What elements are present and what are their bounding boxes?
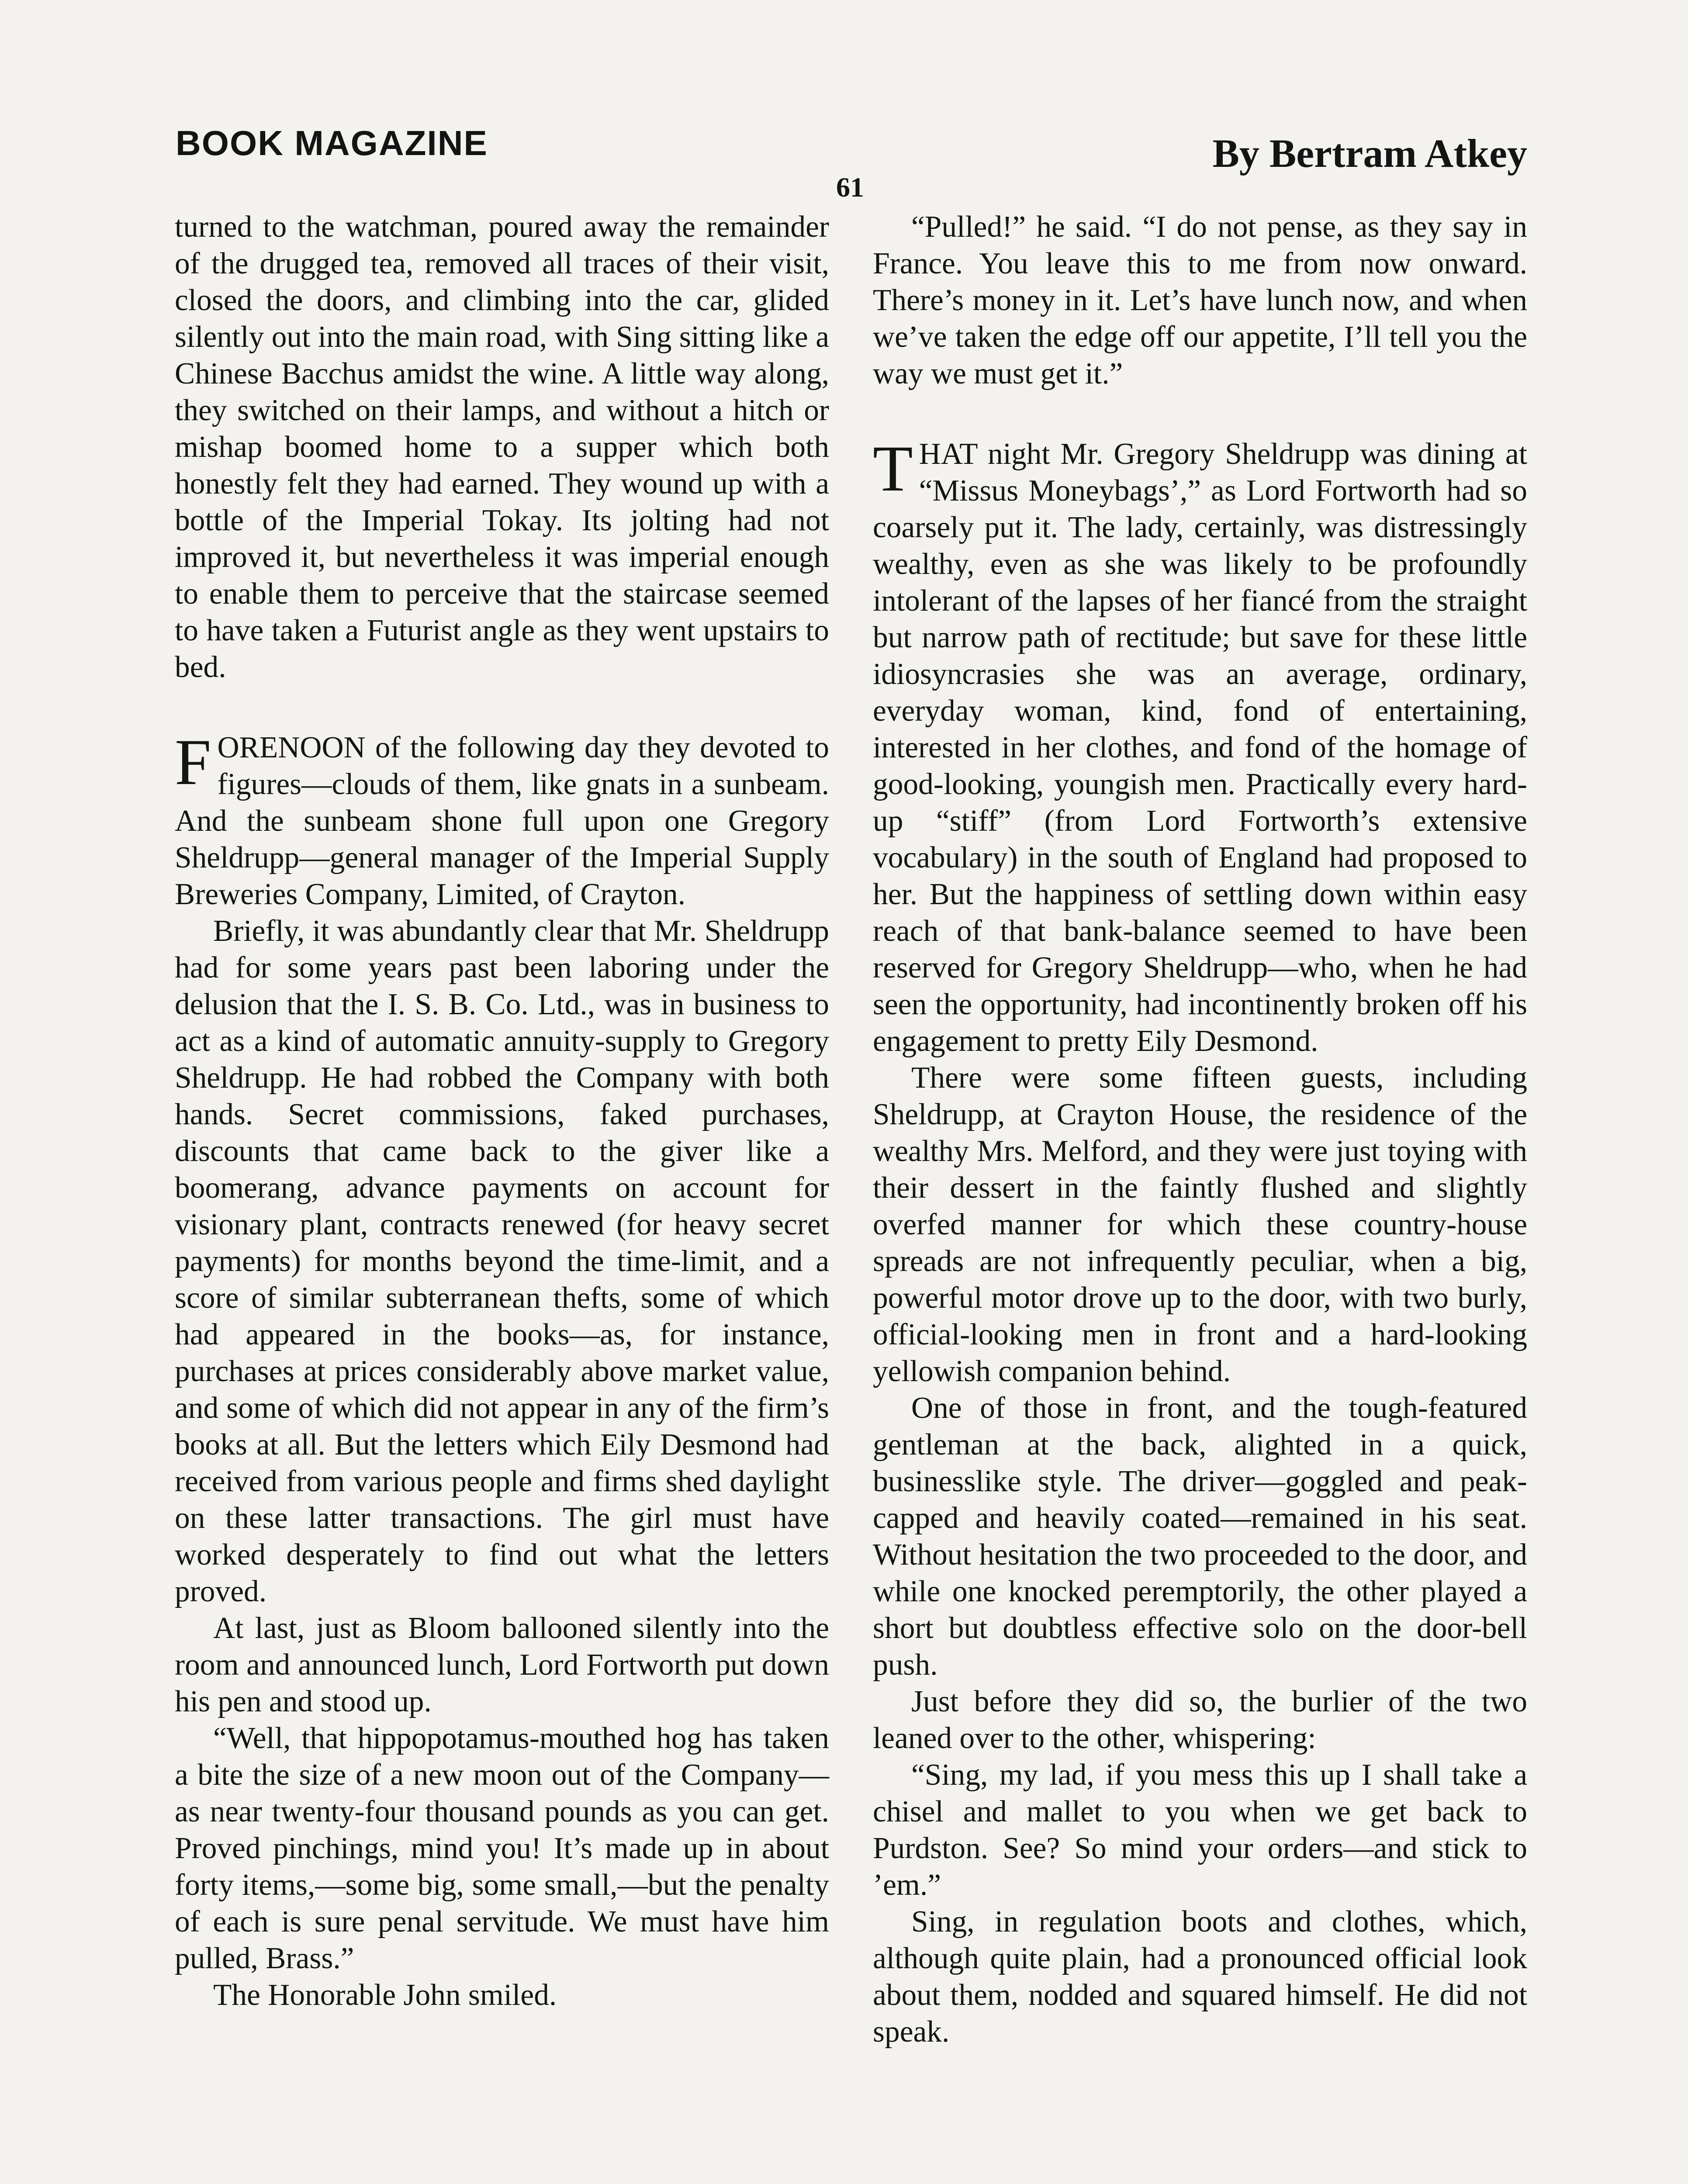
paragraph: turned to the watchman, poured away the remainder of the drugged tea, removed all traces of their visit, closed the doors, and climbing into the car, glided silently out into the main road, with Sing sitting like a Chinese Bacchus amidst the wine. A little way along, they switched on their lamps, and without a hitch or mishap boomed home to a supper which both honestly felt they had earned. They wound up with a bottle of the Imperial Tokay. Its jolting had not improved it, but nevertheless it was imperial enough to enable them to perceive that the staircase seemed to have taken a Futurist angle as they went upstairs to bed. <box>175 210 829 684</box>
drop-cap: F <box>175 726 211 798</box>
paragraph: Sing, in regulation boots and clothes, which, although quite plain, had a pronounced official look about them, nodded and squared himself. He did not speak. <box>873 1905 1527 2049</box>
paragraph: The Honorable John smiled. <box>213 1978 557 2012</box>
paragraph: Just before they did so, the burlier of the two leaned over to the other, whispering: <box>873 1685 1527 1755</box>
paragraph: One of those in front, and the tough-featured gentleman at the back, alighted in a quick, businesslike style. The driver—goggled and peak-capped and heavily coated—remained in his seat. Without hesitation the two proceeded to the door, and while one knocked peremptorily, the other played a short but doubtless effective solo on the door-bell push. <box>873 1391 1527 1682</box>
paragraph: “Sing, my lad, if you mess this up I shall take a chisel and mallet to you when we get back to Purdston. See? So mind your orders—and stick to ’em.” <box>873 1758 1527 1902</box>
author-byline: By Bertram Atkey <box>1212 131 1527 176</box>
paragraph: At last, just as Bloom ballooned silently into the room and announced lunch, Lord Fortworth put down his pen and stood up. <box>175 1611 829 1718</box>
paragraph: “Pulled!” he said. “I do not pense, as they say in France. You leave this to me from now onward. There’s money in it. Let’s have lunch now, and when we’ve taken the edge off our appetite, I’ll tell you the way we must get it.” <box>873 210 1527 390</box>
paragraph: Briefly, it was abundantly clear that Mr. Sheldrupp had for some years past been laboring under the delusion that the I. S. B. Co. Ltd., was in business to act as a kind of automatic annuity-supply to Gregory Sheldrupp. He had robbed the Company with both hands. Secret commissions, faked purchases, discounts that came back to the giver like a boomerang, advance payments on account for visionary plant, contracts renewed (for heavy secret payments) for months beyond the time-limit, and a score of similar subterranean thefts, some of which had appeared in the books—as, for instance, purchases at prices considerably above market value, and some of which did not appear in any of the firm’s books at all. But the letters which Eily Desmond had received from various people and firms shed daylight on these latter transactions. The girl must have worked desperately to find out what the letters proved. <box>175 914 829 1608</box>
right-column <box>873 209 1527 2050</box>
paragraph-text: HAT night Mr. Gregory Sheldrupp was dining at “Missus Moneybags’,” as Lord Fortworth had so coarsely put it. The lady, certainly, was distressingly wealthy, even as she was likely to be profoundly intolerant of the lapses of her fiancé from the straight but narrow path of rectitude; but save for these little idiosyncrasies she was an average, ordinary, everyday woman, kind, fond of entertaining, interested in her clothes, and fond of the homage of good-looking, youngish men. Practically every hard-up “stiff” (from Lord Fortworth’s extensive vocabulary) in the south of England had proposed to her. But the happiness of settling down within easy reach of that bank-balance seemed to have been reserved for Gregory Sheldrupp—who, when he had seen the opportunity, had incontinently broken off his engagement to pretty Eily Desmond. <box>873 437 1527 1058</box>
drop-cap: T <box>873 432 913 505</box>
magazine-title: BOOK MAGAZINE <box>176 124 488 162</box>
section-paragraph <box>873 432 1527 1060</box>
left-column <box>175 209 829 2014</box>
page-number: 61 <box>836 172 864 203</box>
paragraph: There were some fifteen guests, including Sheldrupp, at Crayton House, the residence of the wealthy Mrs. Melford, and they were just toying with their dessert in the faintly flushed and slightly overfed manner for which these country-house spreads are not infrequently peculiar, when a big, powerful motor drove up to the door, with two burly, official-looking men in front and a hard-looking yellowish companion behind. <box>873 1061 1527 1388</box>
paragraph: “Well, that hippopotamus-mouthed hog has taken a bite the size of a new moon out of the Company—as near twenty-four thousand pounds as you can get. Proved pinchings, mind you! It’s made up in about forty items,—some big, some small,—but the penalty of each is sure penal servitude. We must have him pulled, Brass.” <box>175 1721 829 1975</box>
paragraph-text: ORENOON of the following day they devoted to figures—clouds of them, like gnats in a sunbeam. And the sunbeam shone full upon one Gregory Sheldrupp—general manager of the Imperial Supply Breweries Company, Limited, of Crayton. <box>175 731 829 911</box>
section-paragraph <box>175 726 829 913</box>
